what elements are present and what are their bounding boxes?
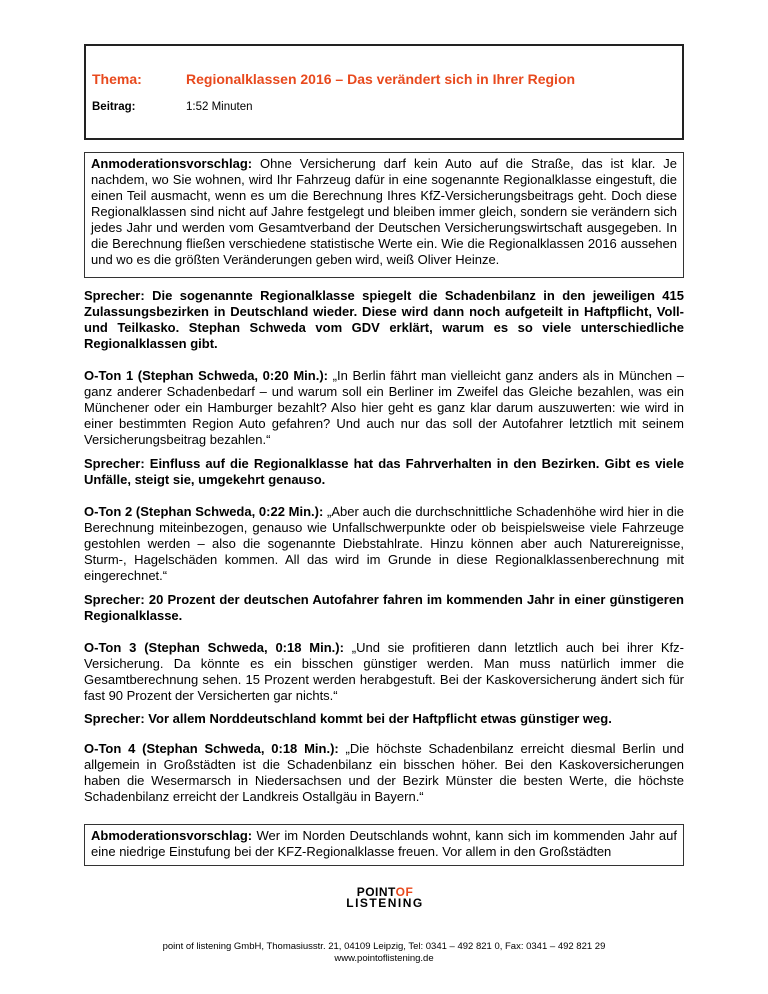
sprecher-4: Sprecher: Vor allem Norddeutschland kommt bei der Haftpflicht etwas günstiger weg. (84, 711, 612, 726)
logo-of: OF (395, 885, 414, 899)
oton-1-text: „In Berlin fährt man vielleicht ganz anders als in München – ganz anderer Schadenbedarf – und warum soll ein Berliner im Zweifel das Gleiche bezahlen, was ein Münchener oder ein Hamburger bezahlt? Also hier geht es ganz klar darum auszuwerten: wie wird in einer bestimmten Region Auto gefahren? Und auch nur das soll der Autofahrer letztlich mit seinem Versicherungsbeitrag bezahlen.“ (84, 368, 684, 447)
oton-3-text: „Und sie profitieren dann letztlich auch bei ihrer Kfz-Versicherung. Da könnte es ein bisschen günstiger werden. Man muss natürlich immer die Gesamtberechnung sehen. 15 Prozent werden herabgestuft. Bei der Kaskoversicherung ändert sich für fast 90 Prozent der Versicherten gar nichts.“ (84, 640, 684, 703)
oton-1 (84, 368, 684, 448)
logo-point: POINT (356, 885, 396, 899)
anmoderation-label: Anmoderationsvorschlag: (91, 156, 253, 171)
anmoderation-text: Ohne Versicherung darf kein Auto auf die Straße, das ist klar. Je nachdem, wo Sie wohnen, wird Ihr Fahrzeug dafür in eine sogenannte Regionalklasse eingestuft, die einen Teil ausmacht, wenn es um die Berechnung Ihres KfZ-Versicherungsbeitrags geht. Doch diese Regionalklassen sind nicht auf Jahre festgelegt und bleiben immer gleich, sondern sie verändern sich jedes Jahr und werden vom Gesamtverband der Deutschen Versicherungswirtschaft ausgegeben. In die Berechnung fließen verschiedene statistische Werte ein. Wie die Regionalklassen 2016 aussehen und wo es die größten Veränderungen geben wird, weiß Oliver Heinze. (91, 156, 677, 267)
sprecher-3: Sprecher: 20 Prozent der deutschen Autofahrer fahren im kommenden Jahr in einer günstigeren Regionalklasse. (84, 592, 684, 623)
oton-3 (84, 640, 684, 704)
header-box (84, 44, 684, 140)
sprecher-1: Sprecher: Die sogenannte Regionalklasse spiegelt die Schadenbilanz in den jeweiligen 415 Zulassungsbezirken in Deutschland wieder. Diese wird dann noch aufgeteilt in Haftpflicht, Voll- und Teilkasko. Stephan Schweda vom GDV erklärt, warum es so viele unterschiedliche Regionalklassen gibt. (84, 288, 684, 351)
oton-2 (84, 504, 684, 584)
beitrag-label: Beitrag: (92, 101, 136, 113)
oton-4 (84, 741, 684, 805)
beitrag-duration: 1:52 Minuten (186, 101, 253, 113)
oton-1-label: O-Ton 1 (Stephan Schweda, 0:20 Min.): (84, 368, 328, 383)
footer-address: point of listening GmbH, Thomasiusstr. 21, 04109 Leipzig, Tel: 0341 – 492 821 0, Fax: 0341 – 492 821 29 (162, 941, 606, 952)
oton-2-label: O-Ton 2 (Stephan Schweda, 0:22 Min.): (84, 504, 324, 519)
oton-4-label: O-Ton 4 (Stephan Schweda, 0:18 Min.): (84, 741, 339, 756)
oton-3-label: O-Ton 3 (Stephan Schweda, 0:18 Min.): (84, 640, 344, 655)
company-logo (330, 886, 440, 916)
abmoderation-label: Abmoderationsvorschlag: (91, 828, 253, 843)
sprecher-2: Sprecher: Einfluss auf die Regionalklasse hat das Fahrverhalten in den Bezirken. Gibt es viele Unfälle, steigt sie, umgekehrt genauso. (84, 456, 684, 487)
oton-4-text: „Die höchste Schadenbilanz erreicht diesmal Berlin und allgemein in Großstädten ist die Schadenbilanz ein bisschen höher. Bei den Kaskoversicherungen haben die Wesermarsch in Niedersachsen und der Bezirk Münster die besten Werte, die höchste Schadenbilanz erreicht der Landkreis Ostallgäu in Bayern.“ (84, 741, 684, 804)
thema-title: Regionalklassen 2016 – Das verändert sich in Ihrer Region (186, 71, 576, 87)
footer-website: www.pointoflistening.de (334, 953, 434, 964)
anmoderation-box (84, 152, 684, 278)
logo-listening: LISTENING (346, 896, 424, 910)
abmoderation-text: Wer im Norden Deutschlands wohnt, kann sich im kommenden Jahr auf eine niedrige Einstufung bei der KFZ-Regionalklasse freuen. Vor allem in den Großstädten (91, 828, 677, 859)
oton-2-text: „Aber auch die durchschnittliche Schadenhöhe wird hier in die Berechnung miteinbezogen, genauso wie Unfallschwerpunkte oder ob beispielsweise viele Fahrzeuge gestohlen werden – also die sogenannte Diebstahlrate. Hinzu können aber auch Naturereignisse, Sturm-, Hagelschäden kommen. All das wird im Grunde in diese Regionalklassenberechnung mit eingerechnet.“ (84, 504, 684, 583)
thema-label: Thema: (92, 71, 142, 87)
abmoderation-box (84, 824, 684, 866)
